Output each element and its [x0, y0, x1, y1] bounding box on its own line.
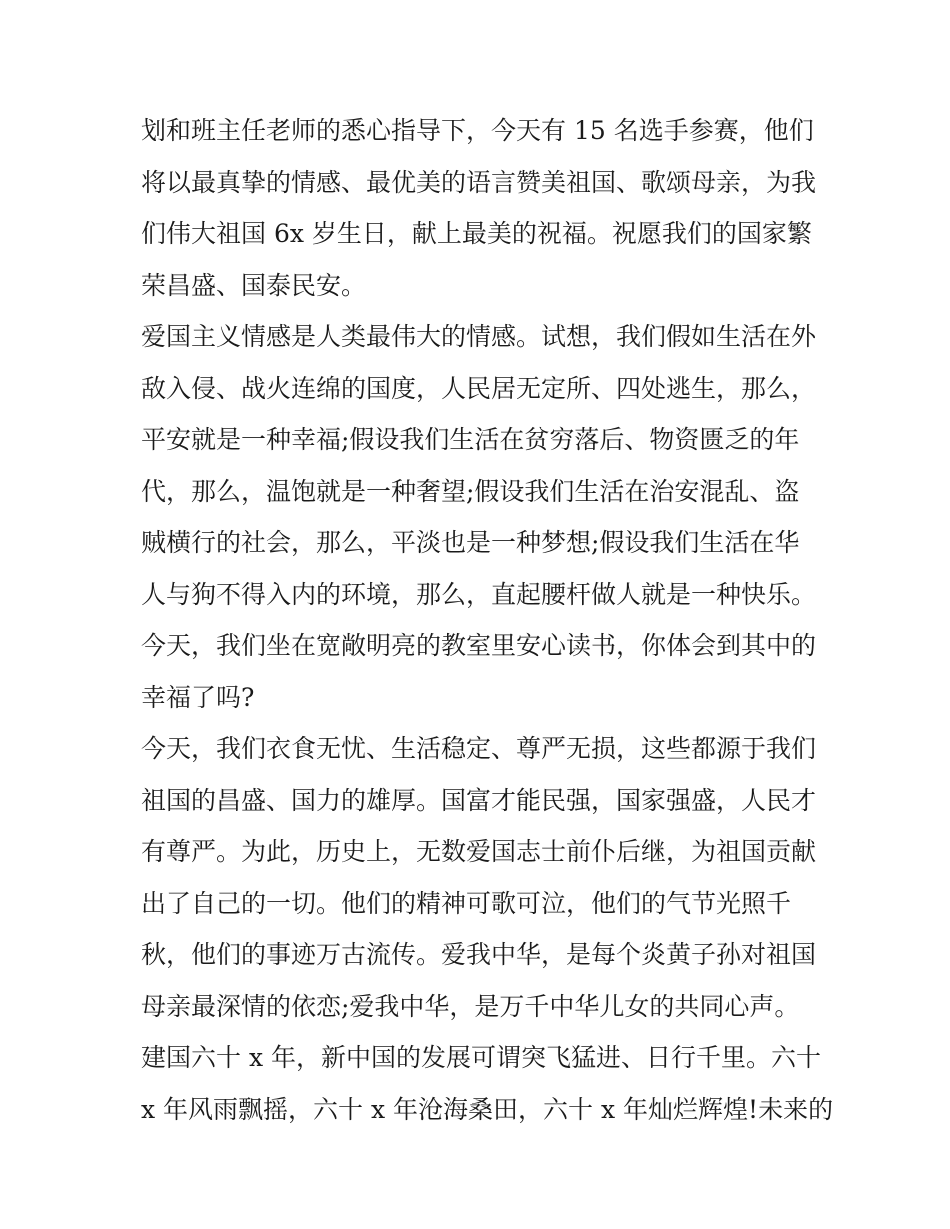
text-line: 们伟大祖国 6x 岁生日，献上最美的祝福。祝愿我们的国家繁	[141, 219, 812, 248]
text-line: 建国六十 x 年，新中国的发展可谓突飞猛进、日行千里。六十	[141, 1043, 821, 1072]
text-line: 今天，我们坐在宽敞明亮的教室里安心读书，你体会到其中的	[141, 631, 817, 660]
text-line: 划和班主任老师的悉心指导下，今天有 15 名选手参赛，他们	[141, 116, 814, 145]
text-line: 将以最真挚的情感、最优美的语言赞美祖国、歌颂母亲，为我	[141, 167, 817, 197]
text-line: 祖国的昌盛、国力的雄厚。国富才能民强，国家强盛，人民才	[141, 785, 817, 815]
text-line: 人与狗不得入内的环境，那么，直起腰杆做人就是一种快乐。	[141, 579, 817, 609]
text-line: 今天，我们衣食无忧、生活稳定、尊严无损，这些都源于我们	[141, 734, 817, 763]
text-line: 幸福了吗?	[141, 682, 255, 712]
text-line: 荣昌盛、国泰民安。	[141, 270, 367, 300]
body-text	[141, 105, 834, 1135]
text-line: x 年风雨飘摇，六十 x 年沧海桑田，六十 x 年灿烂辉煌!未来的	[141, 1094, 834, 1124]
text-line: 母亲最深情的依恋;爱我中华，是万千中华儿女的共同心声。	[141, 991, 800, 1021]
text-line: 代，那么，温饱就是一种奢望;假设我们生活在治安混乱、盗	[141, 476, 800, 506]
text-line: 贼横行的社会，那么，平淡也是一种梦想;假设我们生活在华	[141, 528, 800, 557]
text-line: 平安就是一种幸福;假设我们生活在贫穷落后、物资匮乏的年	[141, 425, 800, 454]
text-line: 秋，他们的事迹万古流传。爱我中华，是每个炎黄子孙对祖国	[141, 940, 817, 969]
text-line: 出了自己的一切。他们的精神可歌可泣，他们的气节光照千	[141, 888, 792, 918]
text-line: 敌入侵、战火连绵的国度，人民居无定所、四处逃生，那么，	[141, 373, 817, 403]
text-line: 爱国主义情感是人类最伟大的情感。试想，我们假如生活在外	[141, 322, 817, 351]
text-line: 有尊严。为此，历史上，无数爱国志士前仆后继，为祖国贡献	[141, 837, 817, 866]
